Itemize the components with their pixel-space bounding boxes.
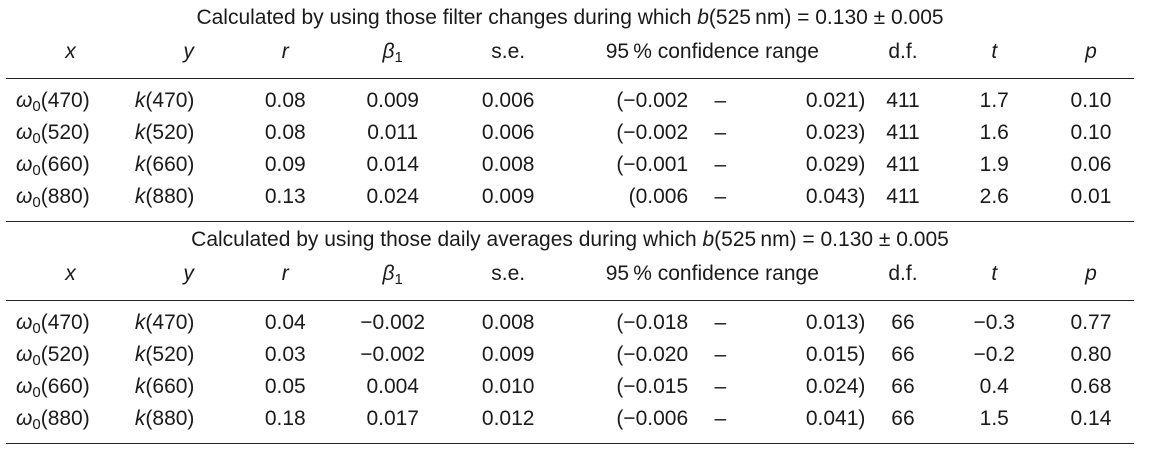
cell-df: 66 [891,407,915,430]
cell-se: 0.008 [481,311,535,334]
column-header-row [6,258,1134,290]
y-argument: (660) [145,153,195,176]
cell-se: 0.009 [481,185,535,208]
caption-prefix: Calculated by using those daily averages during which [191,228,703,251]
cell-p: 0.77 [1070,311,1112,334]
header-confidence-range: 95 % confidence range [605,262,819,285]
cell-y [135,117,242,149]
caption-suffix: (525 nm) = 0.130 ± 0.005 [708,6,944,29]
cell-beta1: −0.002 [360,343,426,366]
header-spacer [6,290,1134,301]
table-row [6,85,1134,117]
section-bottom-spacer [6,435,1134,443]
cell-x [6,149,135,181]
header-r: r [281,40,289,63]
table-bottom-rule [6,443,1134,444]
cell-se: 0.008 [481,153,535,176]
cell-beta1: 0.009 [366,89,419,112]
x-variable: ω [16,343,33,366]
cell-beta1: 0.011 [367,121,419,144]
header-df: d.f. [888,40,918,63]
cell-df: 66 [891,343,915,366]
header-beta1 [328,36,457,68]
header-x: x [65,262,76,285]
cell-conf-dash: – [714,343,727,366]
table-body [6,0,1134,443]
x-subscript: 0 [32,130,41,147]
x-variable: ω [16,311,33,334]
header-df: d.f. [888,262,918,285]
x-variable: ω [16,407,33,430]
header-beta-symbol: β [382,262,395,285]
y-argument: (880) [145,185,195,208]
cell-t: 1.6 [979,121,1009,144]
cell-t: 1.5 [979,407,1009,430]
cell-t: 1.9 [979,153,1009,176]
x-argument: (660) [40,375,90,398]
header-t: t [991,40,998,63]
cell-t: 2.6 [979,185,1009,208]
cell-df: 411 [886,89,920,112]
x-variable: ω [16,89,33,112]
header-spacer-cell [6,290,1134,301]
cell-conf-low: (−0.015 [616,375,689,398]
y-variable: k [134,343,146,366]
header-spacer [6,68,1134,79]
cell-y [135,403,242,435]
table-row [6,371,1134,403]
x-variable: ω [16,375,33,398]
header-beta-subscript: 1 [394,49,403,66]
cell-p: 0.06 [1070,153,1112,176]
x-subscript: 0 [32,384,41,401]
x-variable: ω [16,121,33,144]
cell-t: −0.3 [973,311,1015,334]
header-p: p [1085,40,1097,63]
cell-se: 0.010 [481,375,535,398]
x-argument: (520) [40,343,90,366]
cell-t: −0.2 [973,343,1015,366]
section-caption-row [6,0,1134,36]
header-se: s.e. [491,262,526,285]
y-variable: k [134,375,146,398]
header-x: x [65,40,76,63]
cell-p: 0.01 [1070,185,1112,208]
cell-conf-high: 0.024) [805,375,866,398]
cell-conf-dash: – [714,407,727,430]
table-row [6,403,1134,435]
cell-conf-high: 0.013) [805,311,866,334]
cell-y [135,181,242,213]
cell-beta1: 0.017 [366,407,419,430]
y-variable: k [134,407,146,430]
x-subscript: 0 [32,98,41,115]
caption-prefix: Calculated by using those filter changes during which [196,6,698,29]
regression-table [6,0,1134,443]
x-argument: (470) [40,89,90,112]
cell-conf-low: (−0.002 [616,89,689,112]
cell-se: 0.006 [481,121,535,144]
header-y: y [183,262,194,285]
cell-se: 0.006 [481,89,535,112]
cell-p: 0.80 [1070,343,1112,366]
cell-conf-dash: – [714,311,727,334]
cell-se: 0.009 [481,343,535,366]
regression-table-figure [6,0,1148,444]
cell-conf-high: 0.023) [805,121,866,144]
y-argument: (520) [145,121,195,144]
y-variable: k [134,185,146,208]
cell-y [135,371,242,403]
cell-conf-high: 0.043) [805,185,866,208]
section-bottom-spacer [6,213,1134,222]
x-subscript: 0 [32,416,41,433]
cell-p: 0.68 [1070,375,1112,398]
header-beta1 [328,258,457,290]
x-variable: ω [16,153,33,176]
y-argument: (880) [145,407,195,430]
cell-beta1: −0.002 [360,311,426,334]
section-caption [6,0,1134,36]
cell-r: 0.08 [264,121,306,144]
cell-t: 0.4 [979,375,1009,398]
y-variable: k [134,89,146,112]
y-variable: k [134,153,146,176]
x-subscript: 0 [32,320,41,337]
x-argument: (520) [40,121,90,144]
cell-x [6,85,135,117]
header-p: p [1085,262,1097,285]
cell-y [135,339,242,371]
table-row [6,149,1134,181]
y-argument: (520) [145,343,195,366]
cell-conf-dash: – [714,121,727,144]
cell-beta1: 0.014 [366,153,419,176]
header-se: s.e. [491,40,526,63]
x-subscript: 0 [32,352,41,369]
cell-df: 66 [891,311,915,334]
y-argument: (660) [145,375,195,398]
section-bottom-spacer-cell [6,213,1134,222]
cell-x [6,403,135,435]
cell-conf-high: 0.021) [805,89,866,112]
y-variable: k [134,311,146,334]
header-t: t [991,262,998,285]
cell-conf-low: (−0.018 [616,311,689,334]
x-subscript: 0 [32,162,41,179]
caption-variable: b [697,6,709,29]
section-bottom-spacer-cell [6,435,1134,443]
caption-variable: b [702,228,715,251]
header-beta-subscript: 1 [394,271,403,288]
cell-conf-low: (−0.001 [616,153,689,176]
table-row [6,339,1134,371]
header-y: y [183,40,194,63]
header-confidence-range: 95 % confidence range [605,40,819,63]
x-argument: (660) [40,153,90,176]
section-caption [6,222,1134,259]
cell-r: 0.08 [264,89,306,112]
column-header-row [6,36,1134,68]
header-beta-symbol: β [382,40,395,63]
cell-x [6,181,135,213]
cell-conf-dash: – [714,153,727,176]
cell-x [6,307,135,339]
cell-se: 0.012 [481,407,535,430]
y-argument: (470) [145,89,195,112]
cell-y [135,307,242,339]
cell-conf-low: (−0.002 [616,121,689,144]
cell-x [6,371,135,403]
cell-r: 0.05 [264,375,306,398]
x-argument: (880) [40,407,90,430]
x-variable: ω [16,185,33,208]
cell-p: 0.10 [1070,121,1112,144]
cell-conf-high: 0.029) [805,153,866,176]
table-row [6,307,1134,339]
cell-df: 411 [886,153,920,176]
table-row [6,181,1134,213]
header-r: r [281,262,289,285]
cell-r: 0.04 [264,311,306,334]
y-variable: k [134,121,146,144]
y-argument: (470) [145,311,195,334]
cell-conf-high: 0.015) [805,343,866,366]
x-subscript: 0 [32,194,41,211]
cell-conf-dash: – [714,375,727,398]
cell-conf-low: (−0.006 [616,407,689,430]
cell-x [6,117,135,149]
cell-y [135,149,242,181]
cell-x [6,339,135,371]
cell-r: 0.18 [264,407,306,430]
x-argument: (880) [40,185,90,208]
section-caption-row [6,222,1134,259]
cell-beta1: 0.004 [366,375,419,398]
cell-conf-dash: – [714,89,727,112]
cell-df: 411 [886,121,920,144]
header-spacer-cell [6,68,1134,79]
cell-t: 1.7 [979,89,1009,112]
cell-conf-high: 0.041) [805,407,866,430]
table-row [6,117,1134,149]
cell-r: 0.13 [264,185,306,208]
cell-conf-low: (−0.020 [616,343,689,366]
caption-suffix: (525 nm) = 0.130 ± 0.005 [714,228,949,251]
cell-r: 0.03 [264,343,306,366]
x-argument: (470) [40,311,90,334]
cell-r: 0.09 [264,153,306,176]
cell-conf-low: (0.006 [628,185,689,208]
cell-df: 411 [886,185,920,208]
cell-y [135,85,242,117]
cell-p: 0.14 [1070,407,1112,430]
cell-beta1: 0.024 [366,185,419,208]
cell-conf-dash: – [714,185,727,208]
cell-p: 0.10 [1070,89,1112,112]
cell-df: 66 [891,375,915,398]
